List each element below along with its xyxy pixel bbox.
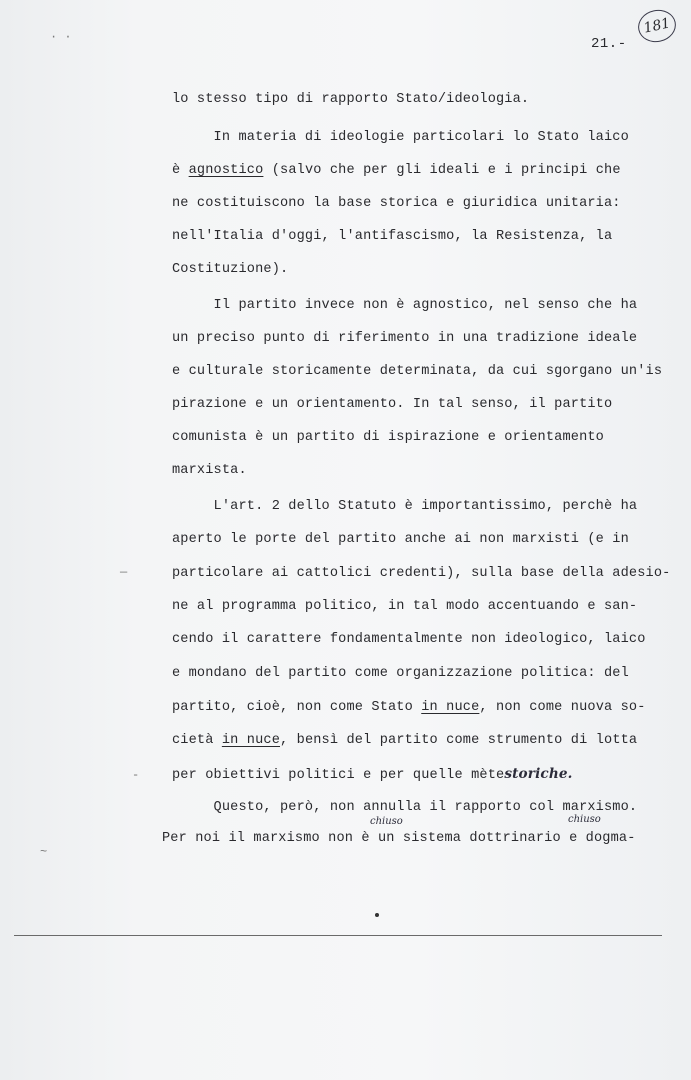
text-line: lo stesso tipo di rapporto Stato/ideologia. (172, 92, 530, 107)
handwritten-annotation: chiuso (370, 816, 403, 827)
ink-dot (375, 913, 379, 917)
underlined-phrase: in nuce (221, 733, 281, 748)
margin-mark: — (120, 565, 128, 579)
text-fragment: , bensì del partito come strumento di lotta (280, 733, 638, 748)
text-line: un preciso punto di riferimento in una tradizione ideale (172, 331, 638, 346)
text-line: e mondano del partito come organizzazione politica: del (172, 666, 629, 681)
text-line (172, 766, 573, 783)
margin-mark: · · (50, 30, 72, 44)
text-line: e culturale storicamente determinata, da cui sgorgano un'is (172, 364, 663, 379)
text-line: Per noi il marxismo non è un sistema dottrinario e dogma- (162, 831, 636, 846)
page-number: 21.- (591, 36, 627, 52)
text-fragment: è (172, 163, 189, 178)
text-line: ne al programma politico, in tal modo accentuando e san- (172, 599, 638, 614)
underlined-word: agnostico (188, 163, 264, 178)
text-line: aperto le porte del partito anche ai non marxisti (e in (172, 532, 629, 547)
text-line: L'art. 2 dello Statuto è importantissimo, perchè ha (172, 499, 638, 514)
text-line (172, 163, 621, 178)
text-line: In materia di ideologie particolari lo Stato laico (172, 130, 629, 145)
handwritten-insert: storiche. (504, 766, 573, 782)
text-fragment: (salvo che per gli ideali e i principi che (263, 163, 621, 178)
underlined-phrase: in nuce (421, 700, 480, 715)
text-line: Il partito invece non è agnostico, nel senso che ha (172, 298, 638, 313)
text-line (172, 733, 637, 748)
margin-mark: - (132, 768, 140, 782)
text-line: comunista è un partito di ispirazione e orientamento (172, 430, 604, 445)
text-fragment: , non come nuova so- (479, 700, 646, 715)
horizontal-rule (14, 935, 662, 936)
text-line: nell'Italia d'oggi, l'antifascismo, la Resistenza, la (172, 229, 613, 244)
text-line (172, 700, 646, 715)
text-fragment: cietà (172, 733, 222, 748)
text-line: Costituzione). (172, 262, 289, 277)
text-fragment: partito, cioè, non come Stato (172, 700, 422, 715)
handwritten-annotation: chiuso (568, 814, 601, 825)
text-line: particolare ai cattolici credenti), sulla base della adesio- (172, 566, 671, 581)
text-line: Questo, però, non annulla il rapporto col marxismo. (172, 800, 638, 815)
margin-mark: ~ (40, 845, 48, 859)
text-line: marxista. (172, 463, 247, 478)
text-line: cendo il carattere fondamentalmente non ideologico, laico (172, 632, 646, 647)
text-line: pirazione e un orientamento. In tal senso, il partito (172, 397, 613, 412)
archive-stamp: 181 (635, 6, 679, 45)
text-line: ne costituiscono la base storica e giuridica unitaria: (172, 196, 621, 211)
text-fragment: per obiettivi politici e per quelle mète (172, 768, 505, 783)
